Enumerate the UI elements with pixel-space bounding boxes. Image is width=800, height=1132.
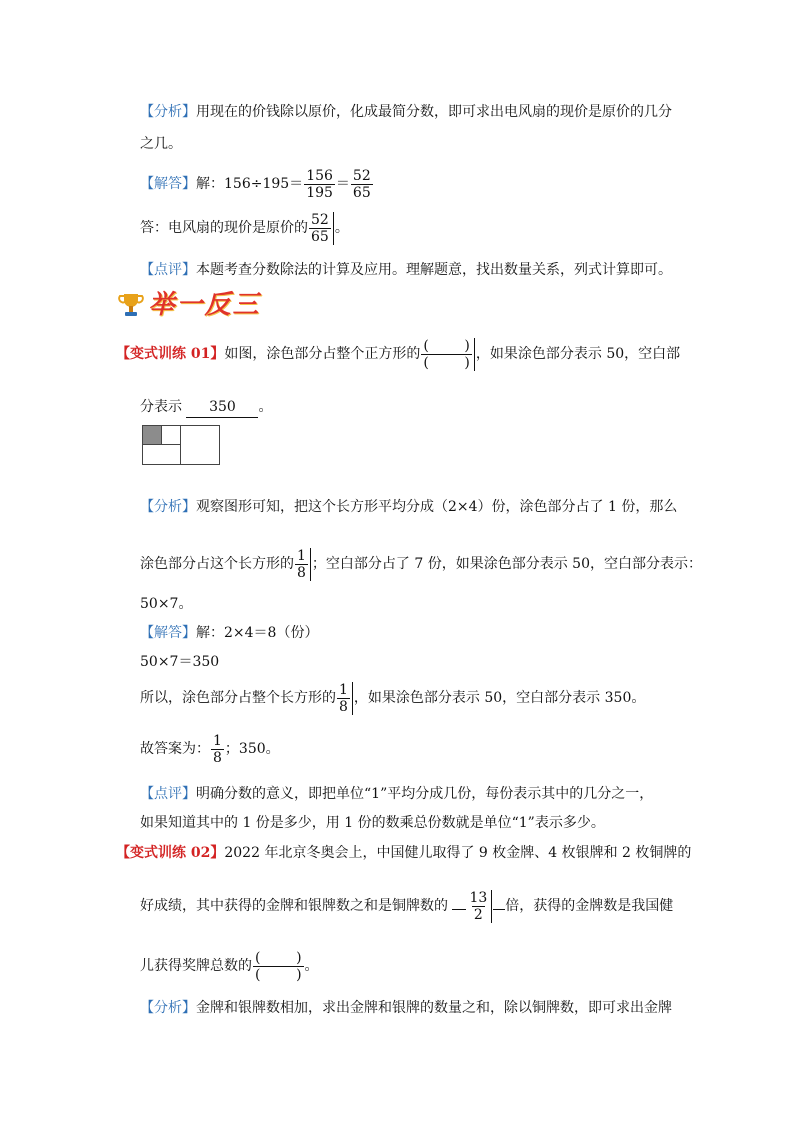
question-suffix: 。 (304, 958, 319, 974)
blank-cell (142, 444, 181, 465)
ex1-comment-line (140, 784, 653, 804)
ex1-answer-line-3 (140, 680, 645, 716)
exercise-2-question (116, 843, 691, 863)
analysis-tag: 【分析】 (140, 1000, 196, 1016)
answer-blank-right (493, 909, 505, 910)
answer-blank: 350 (186, 397, 258, 418)
analysis-suffix: ；空白部分占了 7 份，如果涂色部分表示 50，空白部分表示： (311, 556, 702, 572)
fraction-denominator: 8 (213, 749, 222, 766)
analysis-tag: 【分析】 (140, 104, 196, 120)
answer-fraction (467, 890, 492, 923)
answer-tag: 【解答】 (140, 176, 196, 192)
equals-sign: ＝ (335, 176, 350, 192)
answer-suffix: ，如果涂色部分表示 50，空白部分表示 350。 (353, 690, 646, 706)
trophy-icon (118, 291, 144, 319)
question-prefix: 如图，涂色部分占整个正方形的 (224, 346, 421, 362)
section-title: 举一反三 (148, 290, 261, 320)
blank-cell (161, 425, 181, 445)
shaded-cell (142, 425, 162, 445)
fraction-denominator: 8 (297, 564, 306, 581)
fraction-numerator: 1 (297, 547, 306, 564)
fraction-denominator: 195 (306, 184, 333, 201)
answer-tag: 【解答】 (140, 625, 196, 641)
exercise-tag: 【变式训练 02】 (116, 845, 225, 861)
fraction (211, 733, 224, 766)
fraction-numerator: 13 (469, 889, 488, 906)
exercise-1-question-line-2 (140, 397, 272, 418)
fraction-numerator: 52 (311, 211, 329, 228)
fraction-numerator: 52 (352, 167, 371, 184)
fraction-numerator: 156 (306, 167, 333, 184)
blank-fraction (421, 338, 475, 371)
fraction-denominator: 65 (311, 228, 329, 245)
answer-blank-left (452, 909, 466, 910)
question-prefix: 儿获得奖牌总数的 (140, 958, 252, 974)
question-line-suffix: 。 (258, 399, 273, 415)
answer-prefix: 解：156÷195＝ (196, 176, 304, 192)
answer-prefix: 所以，涂色部分占整个长方形的 (140, 690, 336, 706)
section-header (118, 288, 260, 322)
ex1-comment-line-2: 如果知道其中的 1 份是多少，用 1 份的数乘总份数就是单位“1”表示多少。 (140, 815, 605, 831)
comment-text: 明确分数的意义，即把单位“1”平均分成几份，每份表示其中的几分之一， (196, 786, 654, 802)
final-suffix: ；350。 (224, 741, 280, 757)
exercise-1-question (116, 336, 680, 372)
exercise-2-question-line-2 (140, 886, 673, 926)
fraction-denominator: 65 (352, 184, 371, 201)
fraction-numerator: 1 (213, 732, 222, 749)
fraction-denominator: ( ) (255, 966, 302, 983)
exercise-tag: 【变式训练 01】 (116, 346, 225, 362)
comment-tag: 【点评】 (140, 262, 196, 278)
answer-line (140, 166, 374, 202)
fraction (351, 168, 373, 201)
fraction (309, 212, 334, 245)
conclusion-line (140, 210, 349, 246)
ex1-answer-line (140, 623, 318, 643)
ex1-final-answer (140, 731, 280, 767)
question-prefix: 好成绩，其中获得的金牌和银牌数之和是铜牌数的 (140, 898, 448, 914)
comment-text: 本题考查分数除法的计算及应用。理解题意，找出数量关系，列式计算即可。 (196, 262, 672, 278)
ex1-answer-line-2: 50×7＝350 (140, 654, 220, 670)
question-text: 2022 年北京冬奥会上，中国健儿取得了 9 枚金牌、4 枚银牌和 2 枚铜牌的 (224, 845, 692, 861)
analysis-text: 观察图形可知，把这个长方形平均分成（2×4）份，涂色部分占了 1 份，那么 (196, 499, 678, 515)
comment-line (140, 260, 672, 280)
final-prefix: 故答案为： (140, 741, 210, 757)
analysis-line-2: 之几。 (140, 136, 182, 152)
ex1-analysis-line (140, 497, 677, 517)
fraction-numerator: ( ) (423, 337, 470, 354)
conclusion-prefix: 答：电风扇的现价是原价的 (140, 220, 308, 236)
question-line-prefix: 分表示 (140, 399, 182, 415)
analysis-line (140, 102, 672, 122)
fraction-denominator: ( ) (423, 354, 470, 371)
ex1-analysis-line-2 (140, 546, 702, 582)
question-suffix: ，如果涂色部分表示 50，空白部 (475, 346, 681, 362)
rectangle-figure (142, 425, 220, 465)
fraction-numerator: 1 (339, 681, 348, 698)
ex2-analysis-line (140, 998, 672, 1018)
comment-tag: 【点评】 (140, 786, 196, 802)
blank-fraction (253, 950, 304, 983)
analysis-text: 用现在的价钱除以原价，化成最简分数，即可求出电风扇的现价是原价的几分 (196, 104, 672, 120)
fraction-denominator: 8 (339, 698, 348, 715)
answer-text: 解：2×4＝8（份） (196, 625, 319, 641)
conclusion-suffix: 。 (334, 220, 349, 236)
question-suffix: 倍，获得的金牌数是我国健 (505, 898, 674, 914)
ex1-analysis-line-3: 50×7。 (140, 596, 193, 612)
analysis-text: 金牌和银牌数相加，求出金牌和银牌的数量之和，除以铜牌数，即可求出金牌 (196, 1000, 672, 1016)
exercise-2-question-line-3 (140, 948, 319, 984)
analysis-prefix: 涂色部分占这个长方形的 (140, 556, 294, 572)
fraction-numerator: ( ) (255, 949, 302, 966)
fraction (337, 682, 353, 715)
fraction (304, 168, 335, 201)
fraction-denominator: 2 (473, 906, 483, 923)
analysis-tag: 【分析】 (140, 499, 196, 515)
blank-cell (180, 425, 220, 465)
fraction (295, 548, 311, 581)
